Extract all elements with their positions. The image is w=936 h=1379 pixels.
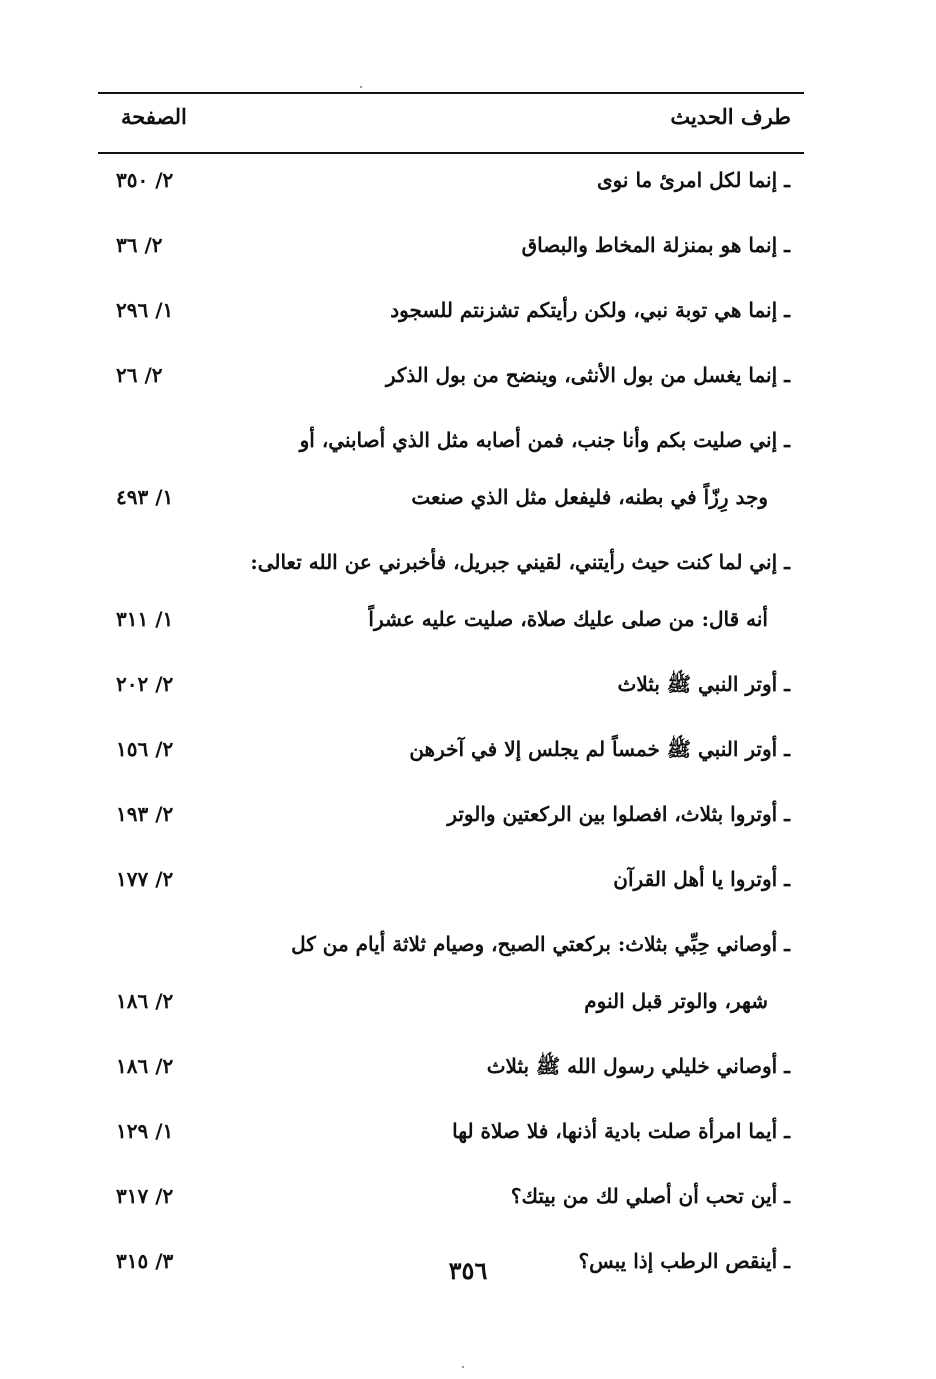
page-reference: ٢/ ١٧٧ [116, 867, 174, 891]
hadith-text-continuation: وجد رِزّاً في بطنه، فليفعل مثل الذي صنعت [411, 485, 768, 509]
header-top-rule [98, 92, 804, 94]
page-reference: ٢/ ٢٦ [116, 363, 163, 387]
scan-speck [360, 86, 362, 88]
hadith-text: ـ أيما امرأة صلت بادية أذنها، فلا صلاة لها [452, 1119, 790, 1143]
hadith-text-continuation: أنه قال: من صلى عليك صلاة، صليت عليه عشراً [368, 607, 768, 631]
page-reference: ٢/ ٣١٧ [116, 1184, 174, 1208]
index-entry [98, 851, 804, 908]
hadith-text: ـ إنما لكل امرئ ما نوى [596, 168, 790, 192]
index-entry [98, 721, 804, 778]
page-reference: ١/ ٣١١ [116, 607, 174, 631]
page-reference: ١/ ١٢٩ [116, 1119, 174, 1143]
page-reference: ٢/ ٣٦ [116, 233, 163, 257]
hadith-column-header: طرف الحديث [670, 104, 791, 129]
index-entry [98, 1103, 804, 1160]
index-entry [98, 347, 804, 404]
index-entry [98, 534, 804, 648]
hadith-text: ـ إنما هو بمنزلة المخاط والبصاق [521, 233, 790, 257]
scan-speck [462, 1366, 464, 1368]
page-reference: ٣/ ٣١٥ [116, 1249, 174, 1273]
page-reference: ٢/ ١٨٦ [116, 989, 174, 1013]
index-entry [98, 412, 804, 526]
page-column-header: الصفحة [121, 104, 187, 129]
index-entry [98, 786, 804, 843]
hadith-text-continuation: شهر، والوتر قبل النوم [584, 989, 768, 1013]
hadith-text: ـ إنما يغسل من بول الأنثى، وينضح من بول الذكر [385, 363, 790, 387]
hadith-text: ـ أوتر النبي ﷺ بثلاث [617, 672, 790, 696]
index-entry [98, 916, 804, 1030]
hadith-text: ـ إني صليت بكم وأنا جنب، فمن أصابه مثل الذي أصابني، أو [299, 428, 790, 452]
page-reference: ٢/ ١٨٦ [116, 1054, 174, 1078]
index-entry [98, 152, 804, 209]
page-reference: ٢/ ١٩٣ [116, 802, 174, 826]
index-entry [98, 656, 804, 713]
page-reference: ١/ ٢٩٦ [116, 298, 174, 322]
hadith-text: ـ أوتروا بثلاث، افصلوا بين الركعتين والوتر [447, 802, 790, 826]
index-entry [98, 1168, 804, 1225]
hadith-text: ـ أينقص الرطب إذا يبس؟ [578, 1249, 790, 1273]
page-reference: ٢/ ٢٠٢ [116, 672, 174, 696]
index-entry [98, 282, 804, 339]
hadith-text: ـ إني لما كنت حيث رأيتني، لقيني جبريل، فأخبرني عن الله تعالى: [250, 550, 790, 574]
hadith-text: ـ أين تحب أن أصلي لك من بيتك؟ [510, 1184, 790, 1208]
hadith-text: ـ إنما هي توبة نبي، ولكن رأيتكم تشزنتم للسجود [390, 298, 790, 322]
index-entry [98, 217, 804, 274]
page-reference: ٢/ ٣٥٠ [116, 168, 174, 192]
hadith-index-list [98, 152, 804, 1298]
index-entry [98, 1038, 804, 1095]
hadith-text: ـ أوتروا يا أهل القرآن [613, 867, 790, 891]
page-number: ٣٥٦ [448, 1256, 488, 1285]
page-reference: ٢/ ١٥٦ [116, 737, 174, 761]
page-reference: ١/ ٤٩٣ [116, 485, 174, 509]
hadith-text: ـ أوصاني خليلي رسول الله ﷺ بثلاث [486, 1054, 790, 1078]
hadith-text: ـ أوتر النبي ﷺ خمساً لم يجلس إلا في آخرهن [409, 737, 790, 761]
hadith-text: ـ أوصاني حِبِّي بثلاث: بركعتي الصبح، وصيام ثلاثة أيام من كل [291, 932, 790, 956]
